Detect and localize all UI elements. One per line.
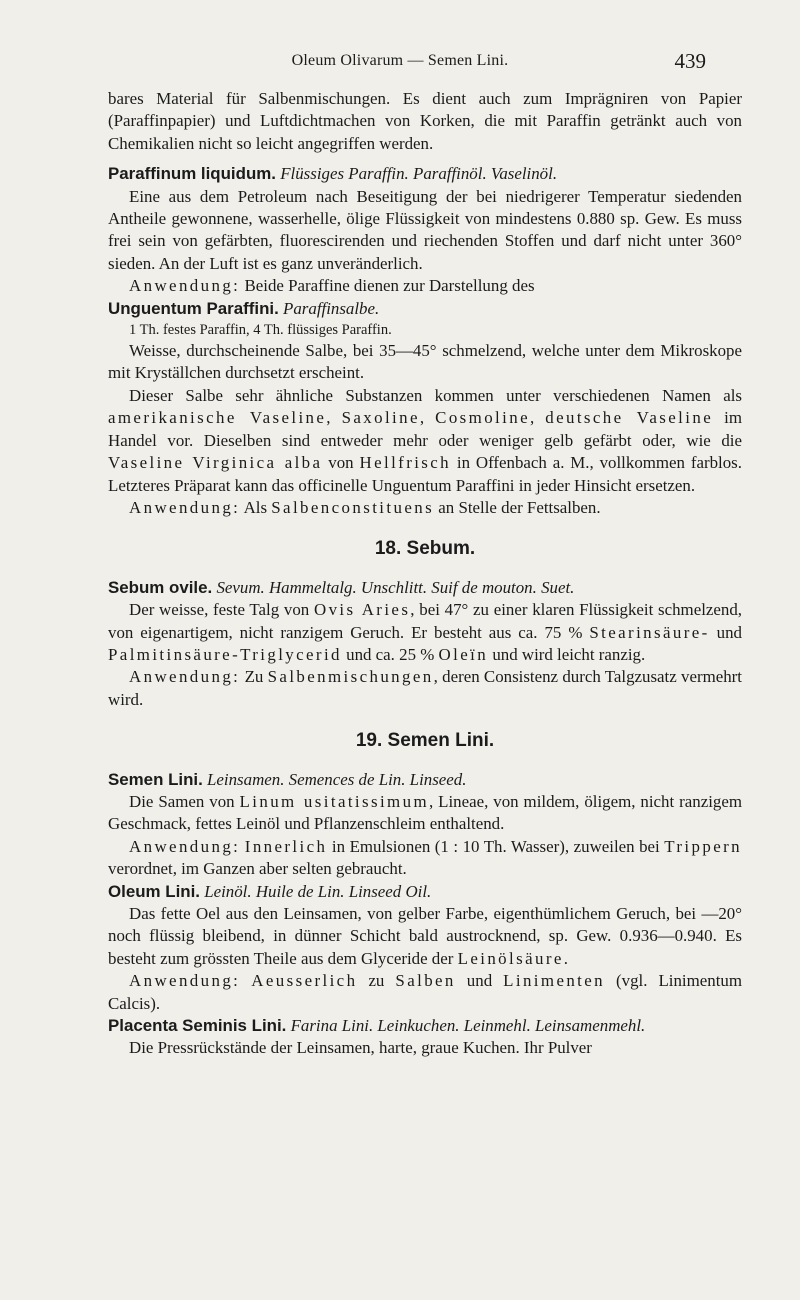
spaced-term: Salben <box>395 971 456 991</box>
entry-synonyms: Sevum. Hammeltalg. Unschlitt. Suif de mouton. Suet. <box>216 577 575 597</box>
spaced-term: Palmitinsäure-Triglycerid <box>108 644 342 664</box>
text-segment: in Offenbach a. M., vollkommen farblos. Letzteres Präparat kann das officinelle Unguentum Paraffini in jeder Hinsicht ersetzen. <box>108 453 742 495</box>
usage-text: verordnet, im Ganzen aber selten gebraucht. <box>108 859 407 879</box>
spaced-term: Salbenconstituens <box>271 497 435 517</box>
spaced-term: Stearinsäure- <box>589 622 710 642</box>
text-segment: Dieser Salbe sehr ähnliche Substanzen kommen unter verschiedenen Namen als <box>129 385 742 405</box>
usage-label: Anwendung: <box>129 971 241 991</box>
entry-synonyms: Flüssiges Paraffin. Paraffinöl. Vaselinöl. <box>280 164 558 184</box>
spaced-term: Innerlich <box>244 836 328 856</box>
entry-heading: Sebum ovile. <box>108 577 213 597</box>
entry-semen-lini <box>108 769 742 791</box>
spaced-term: Linum usitatissimum <box>239 791 429 811</box>
text-segment: von <box>328 453 354 473</box>
text-segment: im Handel vor. Dieselben sind entweder mehr oder weniger gelb gefärbt oder, wie die <box>108 408 742 450</box>
spaced-term: Leinölsäure <box>457 948 564 968</box>
usage-text: an Stelle der Fettsalben. <box>438 497 601 517</box>
spaced-term: Ovis Aries <box>313 600 411 620</box>
entry-description: Weisse, durchscheinende Salbe, bei 35—45° schmelzend, welche unter dem Mikroskope mit Kryställchen durchsetzt erscheint. <box>108 341 742 383</box>
entry-synonyms: Paraffinsalbe. <box>283 298 380 318</box>
entry-usage <box>108 497 742 519</box>
text-segment: , <box>529 408 535 428</box>
text-segment: , bei 47° zu einer klaren Flüssigkeit schmelzend, von eigenartigem, nicht ranzigem Geruch. Er besteht aus ca. 75 % <box>108 600 742 642</box>
spaced-term: deutsche Vaseline <box>545 408 714 428</box>
entry-description: Eine aus dem Petroleum nach Beseitigung der bei niedrigerer Temperatur siedenden Antheile gewonnene, wasserhelle, ölige Flüssigkeit von mindestens 0.880 sp. Gew. Es muss frei sein von gefärbten, fluorescirenden und riechenden Stoffen und darf nicht unter 360° sieden. An der Luft ist es ganz unveränderlich. <box>108 186 742 273</box>
page-body <box>108 88 742 1060</box>
entry-text <box>108 791 742 836</box>
text-segment: , <box>326 408 331 428</box>
usage-text: zu <box>368 971 385 991</box>
entry-synonyms: Leinsamen. Semences de Lin. Linseed. <box>207 769 467 789</box>
spaced-term: Salbenmischungen <box>267 667 434 687</box>
usage-text: Als <box>243 497 268 517</box>
entry-synonyms: Farina Lini. Leinkuchen. Leinmehl. Leinsamenmehl. <box>290 1016 646 1036</box>
spaced-term: Saxoline <box>341 408 420 428</box>
entry-heading: Paraffinum liquidum. <box>108 164 276 184</box>
entry-paraffinum-liquidum <box>108 163 742 185</box>
entry-heading: Placenta Seminis Lini. <box>108 1016 287 1036</box>
usage-label: Anwendung: <box>129 836 241 856</box>
continued-paragraph: bares Material für Salbenmischungen. Es dient auch zum Imprägniren von Papier (Paraffinpapier) und Luftdichtmachen von Korken, die mit Paraffin getränkt auch von Chemikalien nicht so leicht angegriffen werden. <box>108 89 742 153</box>
spaced-term: Cosmoline <box>435 408 530 428</box>
entry-usage <box>108 970 742 1015</box>
entry-oleum-lini <box>108 881 742 903</box>
section-title-18: 18. Sebum. <box>374 538 476 560</box>
spaced-term: Linimenten <box>503 971 606 991</box>
text-segment: und ca. 25 % <box>346 644 435 664</box>
entry-unguentum-paraffini <box>108 298 742 320</box>
entry-heading: Semen Lini. <box>108 769 203 789</box>
entry-usage <box>108 666 742 711</box>
usage-label: Anwendung: <box>129 667 241 687</box>
entry-usage <box>108 836 742 881</box>
text-segment: . <box>563 948 568 968</box>
entry-recipe: 1 Th. festes Paraffin, 4 Th. flüssiges Paraffin. <box>129 322 392 339</box>
entry-text <box>108 385 742 497</box>
running-title: Oleum Olivarum — Semen Lini. <box>291 52 509 69</box>
text-segment: und wird leicht ranzig. <box>492 644 646 664</box>
usage-label: Anwendung: <box>129 497 241 517</box>
usage-text: , deren Consistenz durch Talgzusatz vermehrt wird. <box>108 667 742 709</box>
spaced-term: amerikanische Vaseline <box>108 408 327 428</box>
spaced-term: Aeusserlich <box>251 971 358 991</box>
entry-sebum-ovile <box>108 577 742 599</box>
spaced-term: Hellfrisch <box>359 453 452 473</box>
entry-text <box>108 599 742 666</box>
usage-text: (vgl. Linimentum Calcis). <box>108 971 742 1013</box>
entry-heading: Oleum Lini. <box>108 881 200 901</box>
usage-text: in Emulsionen (1 : 10 Th. Wasser), zuweilen bei <box>331 836 660 856</box>
usage-text: und <box>466 971 493 991</box>
page-number: 439 <box>674 49 706 73</box>
entry-placenta-seminis-lini <box>108 1015 742 1037</box>
section-title-19: 19. Semen Lini. <box>355 730 495 752</box>
page-header <box>0 49 800 82</box>
usage-text: Beide Paraffine dienen zur Darstellung des <box>244 276 535 296</box>
spaced-term: Vaseline Virginica alba <box>108 453 323 473</box>
entry-text <box>108 903 742 970</box>
entry-usage <box>108 275 742 297</box>
usage-text: Zu <box>244 667 264 687</box>
usage-label: Anwendung: <box>129 276 241 296</box>
spaced-term: Trippern <box>664 836 742 856</box>
entry-text: Die Pressrückstände der Leinsamen, harte, graue Kuchen. Ihr Pulver <box>129 1038 592 1058</box>
text-segment: und <box>716 622 742 642</box>
spaced-term: Oleïn <box>438 644 489 664</box>
text-segment: Das fette Oel aus den Leinsamen, von gelber Farbe, eigenthümlichem Geruch, bei —20° noch flüssig bleibend, in dünner Schicht bald austrocknend, sp. Gew. 0.936—0.940. Es besteht zum grössten Theile aus dem Glyceride der <box>108 904 742 968</box>
text-segment: Die Samen von <box>129 791 235 811</box>
text-segment: , <box>419 408 425 428</box>
text-segment: , Lineae, von mildem, öligem, nicht ranzigem Geschmack, fettes Leinöl und Pflanzenschleim enthaltend. <box>108 791 742 834</box>
entry-heading: Unguentum Paraffini. <box>108 298 279 318</box>
text-segment: Der weisse, feste Talg von <box>129 600 310 620</box>
entry-synonyms: Leinöl. Huile de Lin. Linseed Oil. <box>204 881 432 901</box>
